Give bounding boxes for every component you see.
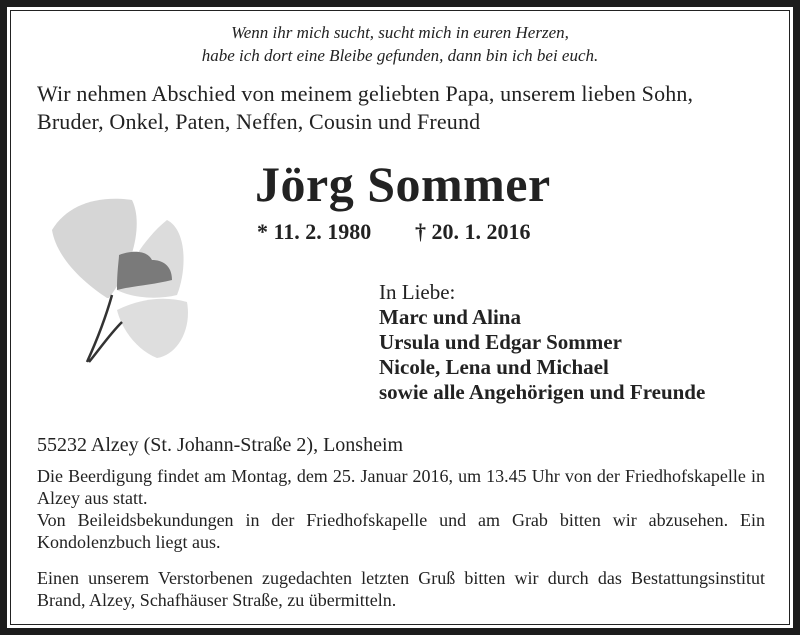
mourner-1: Marc und Alina xyxy=(379,305,521,329)
mourner-4: sowie alle Angehörigen und Freunde xyxy=(379,380,706,404)
mourner-3: Nicole, Lena und Michael xyxy=(379,355,609,379)
obituary-frame xyxy=(7,7,793,628)
address: 55232 Alzey (St. Johann-Straße 2), Lonsheim xyxy=(37,434,404,456)
mourners-label: In Liebe: xyxy=(379,280,456,304)
deceased-name: Jörg Sommer xyxy=(255,156,551,212)
funeral-info: Die Beerdigung findet am Montag, dem 25. Januar 2016, um 13.45 Uhr von der Friedhofskapelle in Alzey aus statt. xyxy=(37,466,765,508)
motto-line-2: habe ich dort eine Bleibe gefunden, dann bin ich bei euch. xyxy=(201,46,599,65)
birth-date: * 11. 2. 1980 xyxy=(257,219,372,244)
ginkgo-leaf-icon xyxy=(47,190,197,370)
death-date: † 20. 1. 2016 xyxy=(415,219,531,244)
intro-line-1: Wir nehmen Abschied von meinem geliebten Papa, unserem lieben Sohn, xyxy=(37,81,694,106)
farewell-info: Einen unserem Verstorbenen zugedachten letzten Gruß bitten wir durch das Bestattungsinstitut Brand, Alzey, Schafhäuser Straße, zu übermitteln. xyxy=(37,568,765,610)
mourner-2: Ursula und Edgar Sommer xyxy=(379,330,622,354)
intro-line-2: Bruder, Onkel, Paten, Neffen, Cousin und Freund xyxy=(37,109,481,134)
condolence-info: Von Beileidsbekundungen in der Friedhofskapelle und am Grab bitten wir abzusehen. Ein Kondolenzbuch liegt aus. xyxy=(37,510,765,552)
motto-line-1: Wenn ihr mich sucht, sucht mich in euren Herzen, xyxy=(231,23,569,42)
